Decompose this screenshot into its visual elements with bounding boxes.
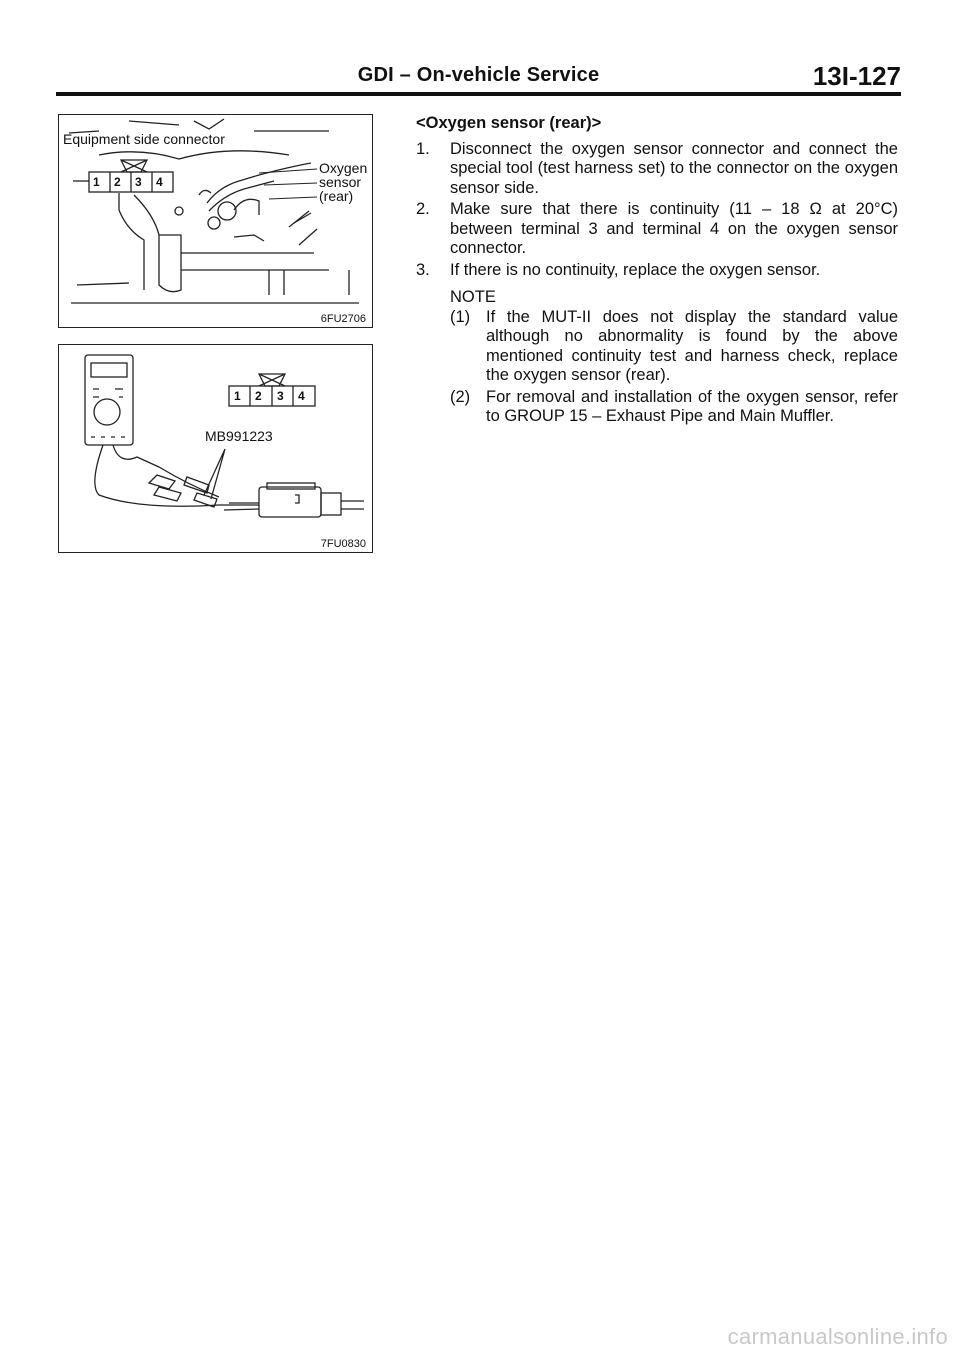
section-title: <Oxygen sensor (rear)> (416, 114, 602, 132)
label-equipment-side-connector: Equipment side connector (63, 131, 225, 147)
header-rule (56, 92, 901, 96)
terminal-3: 3 (277, 389, 284, 403)
figure-code: 7FU0830 (320, 538, 366, 550)
step-text: If there is no continuity, replace the oxygen sensor. (450, 260, 821, 279)
figure-code: 6FU2706 (320, 313, 366, 325)
step-item (416, 200, 898, 259)
step-text: Make sure that there is continuity (11 – 18 Ω at 20°C) between terminal 3 and terminal 4 on the oxygen sensor connector. (450, 200, 898, 257)
page-number: 13I-127 (812, 61, 901, 91)
figure-oxygen-sensor-connector (58, 114, 373, 328)
note-number: (2) (450, 387, 471, 406)
note-item (450, 308, 898, 386)
terminal-2: 2 (255, 389, 262, 403)
watermark: carmanualsonline.info (727, 1324, 948, 1349)
step-number: 2. (416, 200, 430, 218)
label-rear: (rear) (319, 188, 354, 204)
step-item (416, 140, 898, 199)
terminal-2: 2 (114, 175, 121, 189)
terminal-1: 1 (93, 175, 100, 189)
harness-illustration (59, 345, 372, 552)
figure-test-harness (58, 344, 373, 553)
step-number: 3. (416, 260, 430, 279)
page-title: GDI – On-vehicle Service (357, 64, 600, 86)
step-number: 1. (416, 139, 430, 158)
label-oxygen: Oxygen (319, 160, 368, 176)
note-text: For removal and installation of the oxygen sensor, refer to GROUP 15 – Exhaust Pipe and Main Muffler. (486, 387, 898, 425)
step-item (416, 261, 898, 281)
note-heading: NOTE (450, 288, 496, 306)
label-sensor: sensor (319, 174, 362, 190)
terminal-3: 3 (135, 175, 142, 189)
terminal-1: 1 (234, 389, 241, 403)
special-tool-number: MB991223 (205, 428, 273, 444)
note-item (450, 388, 898, 427)
step-text: Disconnect the oxygen sensor connector and connect the special tool (test harness set) to the connector on the oxygen sensor side. (450, 139, 898, 197)
note-text: If the MUT-II does not display the standard value although no abnormality is found by the above mentioned continuity test and harness check, replace the oxygen sensor (rear). (486, 307, 898, 384)
page-header (56, 62, 901, 92)
terminal-4: 4 (156, 175, 163, 189)
procedure-text (416, 114, 898, 429)
note-number: (1) (450, 307, 471, 326)
terminal-4: 4 (298, 389, 305, 403)
